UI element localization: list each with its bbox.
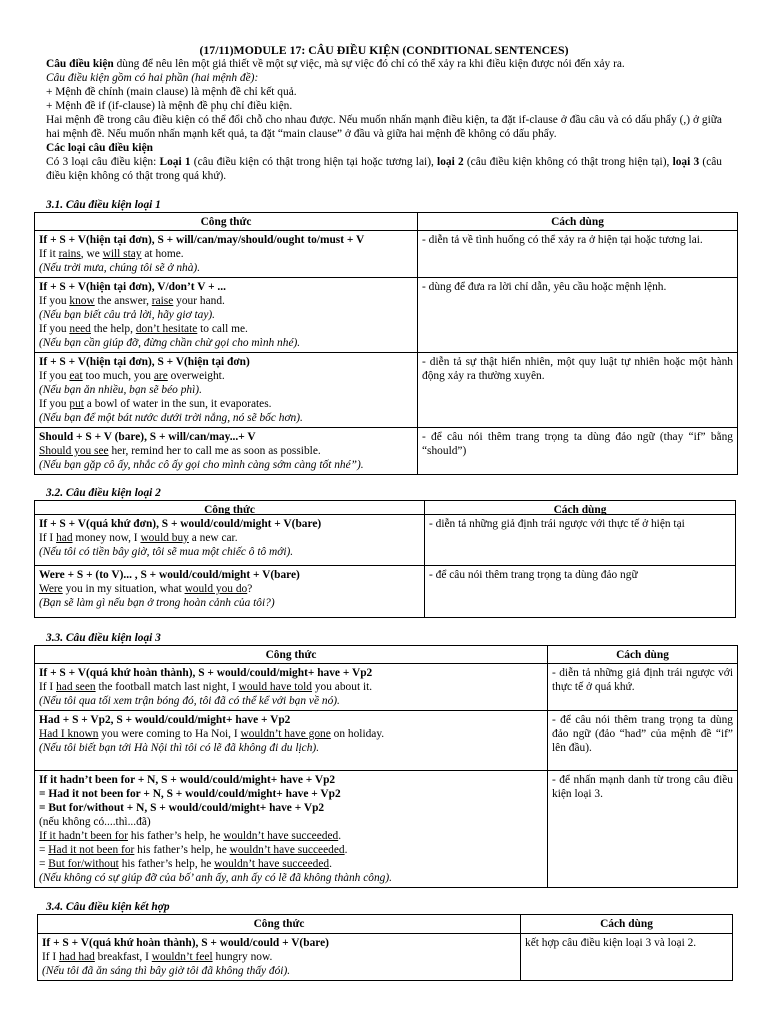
header-formula: Công thức — [35, 646, 548, 664]
formula-cell — [35, 428, 418, 475]
part-main-clause: + Mệnh đề chính (main clause) là mệnh đề chỉ kết quả. — [46, 86, 297, 98]
example: If I had had breakfast, I wouldn’t feel hungry now. — [42, 951, 273, 963]
table-row — [35, 566, 736, 618]
translation: (Nếu bạn để một bát nước dưới trời nắng, nó sẽ bốc hơn). — [39, 412, 303, 424]
formula-gloss: (nếu không có....thì...đã) — [39, 816, 151, 828]
table-type-1 — [34, 212, 738, 475]
table-combined — [37, 914, 733, 981]
formula-cell — [35, 664, 548, 711]
types-text-a: Có 3 loại câu điều kiện: — [46, 156, 160, 168]
usage-cell: - diễn tả những giả định trái ngược với thực tế ở quá khứ. — [548, 664, 738, 711]
example: If you need the help, don’t hesitate to call me. — [39, 323, 248, 335]
section-heading-type-2: 3.2. Câu điều kiện loại 2 — [46, 487, 161, 499]
table-header-row — [35, 501, 736, 515]
translation: (Nếu tôi qua tối xem trận bóng đó, tôi đã có thể kể với bạn về nó). — [39, 695, 340, 707]
header-formula: Công thức — [35, 501, 425, 515]
formula: If + S + V(hiện tại đơn), S + V(hiện tại đơn) — [39, 356, 250, 368]
formula-cell — [35, 711, 548, 771]
table-row — [35, 278, 738, 353]
formula-cell — [38, 934, 521, 981]
definition-term: Câu điều kiện — [46, 58, 114, 70]
usage-cell: - để câu nói thêm trang trọng ta dùng đảo ngữ — [425, 566, 736, 618]
usage-cell: - dùng để đưa ra lời chỉ dẫn, yêu cầu hoặc mệnh lệnh. — [418, 278, 738, 353]
types-text-b: (câu điều kiện có thật trong hiện tại hoặc tương lai), — [190, 156, 438, 168]
type-3-label: loại 3 — [672, 156, 700, 168]
type-1-label: Loại 1 — [159, 156, 191, 168]
table-type-2 — [34, 500, 736, 618]
example: If you put a bowl of water in the sun, it evaporates. — [39, 398, 272, 410]
intro-section — [46, 57, 722, 183]
formula-cell — [35, 278, 418, 353]
header-usage: Cách dùng — [418, 213, 738, 231]
usage-cell: kết hợp câu điều kiện loại 3 và loại 2. — [521, 934, 733, 981]
table-row — [35, 711, 738, 771]
translation: (Nếu bạn cần giúp đỡ, đừng chần chừ gọi cho mình nhé). — [39, 337, 301, 349]
table-row — [35, 771, 738, 888]
example: If I had money now, I would buy a new car. — [39, 532, 238, 544]
header-usage: Cách dùng — [425, 501, 736, 515]
table-row — [35, 428, 738, 475]
header-formula: Công thức — [35, 213, 418, 231]
example: If it hadn’t been for his father’s help, he wouldn’t have succeeded. — [39, 830, 342, 842]
translation: (Nếu bạn biết câu trả lời, hãy giơ tay). — [39, 309, 216, 321]
example: Had I known you were coming to Ha Noi, I wouldn’t have gone on holiday. — [39, 728, 385, 740]
table-row — [35, 231, 738, 278]
section-heading-combined: 3.4. Câu điều kiện kết hợp — [46, 901, 170, 913]
table-header-row — [38, 915, 733, 934]
example: If you eat too much, you are overweight. — [39, 370, 225, 382]
formula: If it hadn’t been for + N, S + would/could/might+ have + Vp2 — [39, 774, 336, 786]
formula: If + S + V(quá khứ đơn), S + would/could/might + V(bare) — [39, 518, 322, 530]
translation: (Nếu bạn ăn nhiều, bạn sẽ béo phì). — [39, 384, 202, 396]
types-text-d: (câu điều kiện không có thật trong quá khứ). — [46, 156, 722, 182]
translation: (Nếu bạn gặp cô ấy, nhắc cô ấy gọi cho mình càng sớm càng tốt nhé”). — [39, 459, 364, 471]
formula: Had + S + Vp2, S + would/could/might+ have + Vp2 — [39, 714, 291, 726]
example: If you know the answer, raise your hand. — [39, 295, 225, 307]
section-heading-type-3: 3.3. Câu điều kiện loại 3 — [46, 632, 161, 644]
usage-cell: - để câu nói thêm trang trọng ta dùng đảo ngữ (đảo “had” của mệnh đề “if” lên đầu). — [548, 711, 738, 771]
header-usage: Cách dùng — [521, 915, 733, 934]
translation: (Nếu tôi có tiền bây giờ, tôi sẽ mua một chiếc ô tô mới). — [39, 546, 294, 558]
usage-cell: - diễn tả sự thật hiển nhiên, một quy luật tự nhiên hoặc một hành động xảy ra thường xuyên. — [418, 353, 738, 428]
header-usage: Cách dùng — [548, 646, 738, 664]
example: = But for/without his father’s help, he wouldn’t have succeeded. — [39, 858, 332, 870]
table-type-3 — [34, 645, 738, 888]
example: Were you in my situation, what would you do? — [39, 583, 253, 595]
formula: = But for/without + N, S + would/could/might+ have + Vp2 — [39, 802, 325, 814]
example: Should you see her, remind her to call me as soon as possible. — [39, 445, 321, 457]
translation: (Nếu tôi biết bạn tới Hà Nội thì tôi có lẽ đã không đi du lịch). — [39, 742, 320, 754]
section-heading-type-1: 3.1. Câu điều kiện loại 1 — [46, 199, 161, 211]
formula-cell — [35, 515, 425, 566]
part-if-clause: + Mệnh đề if (if-clause) là mệnh đề phụ chỉ điều kiện. — [46, 100, 293, 112]
types-text-c: (câu điều kiện không có thật trong hiện tại), — [463, 156, 673, 168]
formula-cell — [35, 771, 548, 888]
formula-cell — [35, 353, 418, 428]
formula: If + S + V(quá khứ hoàn thành), S + would/could + V(bare) — [42, 937, 329, 949]
formula: If + S + V(quá khứ hoàn thành), S + would/could/might+ have + Vp2 — [39, 667, 373, 679]
definition-paragraph — [46, 57, 722, 71]
types-heading: Các loại câu điều kiện — [46, 142, 153, 154]
formula: Were + S + (to V)... , S + would/could/might + V(bare) — [39, 569, 300, 581]
formula: If + S + V(hiện tại đơn), S + will/can/may/should/ought to/must + V — [39, 234, 365, 246]
example: = Had it not been for his father’s help, he wouldn’t have succeeded. — [39, 844, 348, 856]
parts-intro: Câu điều kiện gồm có hai phần (hai mệnh đề): — [46, 72, 259, 84]
table-row — [35, 515, 736, 566]
definition-text: dùng để nêu lên một giả thiết về một sự việc, mà sự việc đó chỉ có thể xảy ra khi điều kiện được nói đến xảy ra. — [113, 58, 625, 70]
usage-cell: - để câu nói thêm trang trọng ta dùng đảo ngữ (thay “if” bằng “should”) — [418, 428, 738, 475]
type-2-label: loại 2 — [437, 156, 464, 168]
page-title: (17/11)MODULE 17: CÂU ĐIỀU KIỆN (CONDITIONAL SENTENCES) — [199, 43, 569, 57]
example: If it rains, we will stay at home. — [39, 248, 184, 260]
formula-cell — [35, 231, 418, 278]
formula: If + S + V(hiện tại đơn), V/don’t V + ... — [39, 281, 226, 293]
table-row — [38, 934, 733, 981]
formula-cell — [35, 566, 425, 618]
table-row — [35, 664, 738, 711]
translation: (Bạn sẽ làm gì nếu bạn ở trong hoàn cảnh của tôi?) — [39, 597, 275, 609]
table-row — [35, 353, 738, 428]
formula: = Had it not been for + N, S + would/could/might+ have + Vp2 — [39, 788, 341, 800]
translation: (Nếu không có sự giúp đỡ của bố’ anh ấy, anh ấy có lẽ đã không thành công). — [39, 872, 392, 884]
example: If I had seen the football match last night, I would have told you about it. — [39, 681, 373, 693]
table-header-row — [35, 213, 738, 231]
formula: Should + S + V (bare), S + will/can/may...+ V — [39, 431, 256, 443]
usage-cell: - diễn tả những giả định trái ngược với thực tế ở hiện tại — [425, 515, 736, 566]
translation: (Nếu trời mưa, chúng tôi sẽ ở nhà). — [39, 262, 201, 274]
usage-cell: - diễn tả về tình huống có thể xảy ra ở hiện tại hoặc tương lai. — [418, 231, 738, 278]
types-paragraph — [46, 155, 722, 183]
table-header-row — [35, 646, 738, 664]
usage-cell: - để nhấn mạnh danh từ trong câu điều kiện loại 3. — [548, 771, 738, 888]
translation: (Nếu tôi đã ăn sáng thì bây giờ tôi đã không thấy đói). — [42, 965, 291, 977]
clause-order-paragraph: Hai mệnh đề trong câu điều kiện có thể đổi chỗ cho nhau được. Nếu muốn nhấn mạnh điều kiện, ta đặt if-clause ở đầu câu và có dấu phẩy (,) ở giữa hai mệnh đề. Nếu muốn nhấn mạnh kết quả, ta đặt “main clause” ở đầu và giữa hai mệnh đề không có dấu phẩy. — [46, 114, 722, 140]
header-formula: Công thức — [38, 915, 521, 934]
